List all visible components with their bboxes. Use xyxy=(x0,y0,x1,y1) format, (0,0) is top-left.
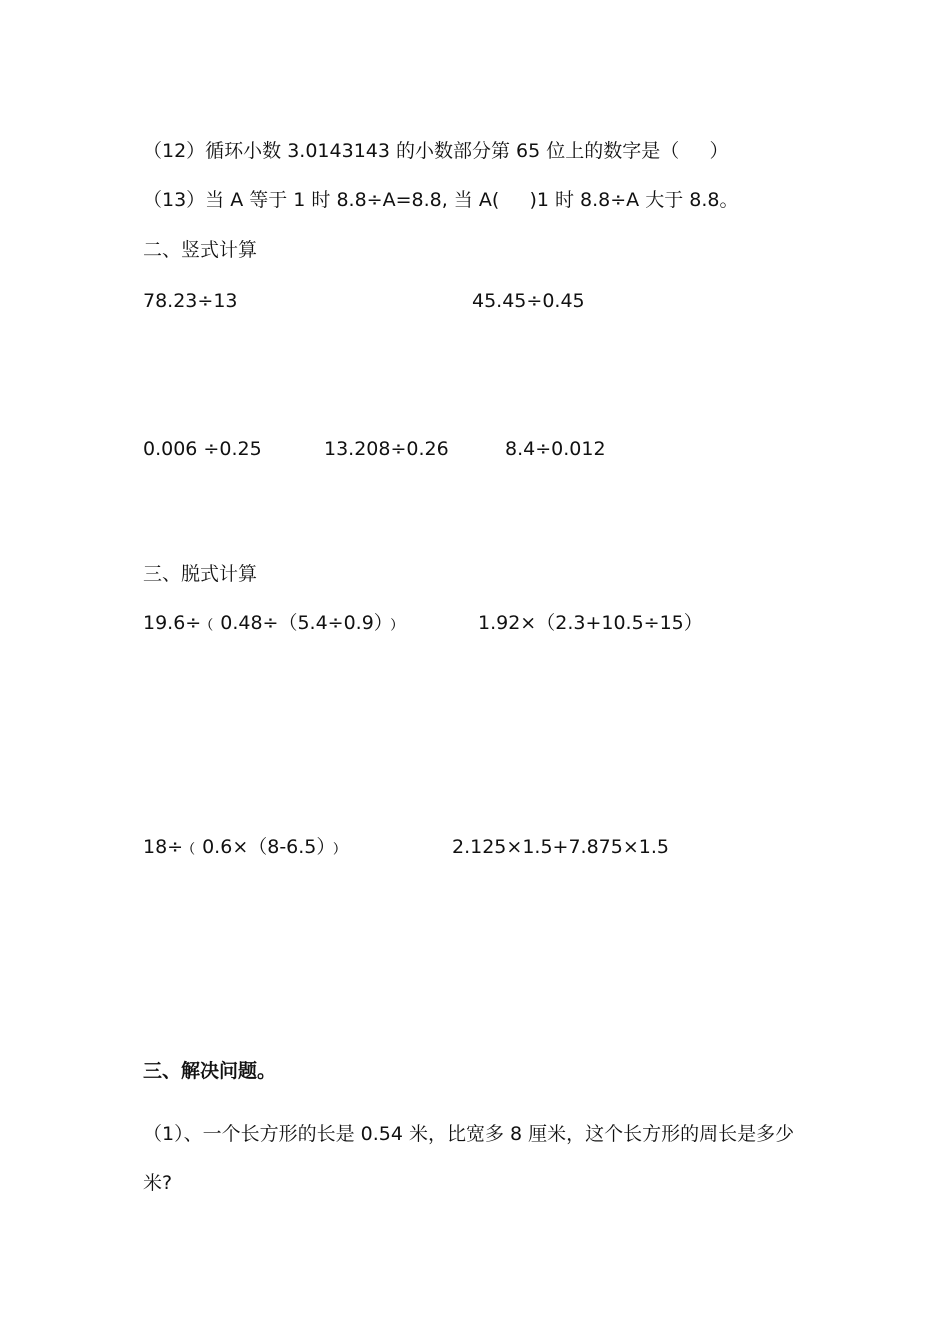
problem-1-line-1: （1）、一个长方形的长是 0.54 米，比宽多 8 厘米，这个长方形的周长是多少 xyxy=(143,1123,795,1145)
vertical-calc-item: 0.006 ÷0.25 xyxy=(143,438,262,460)
stepwise-calc-heading: 三、脱式计算 xyxy=(143,563,258,585)
stepwise-calc-item: 2.125×1.5+7.875×1.5 xyxy=(452,836,669,858)
question-13: （13）当 A 等于 1 时 8.8÷A=8.8, 当 A( )1 时 8.8÷A 大于 8.8。 xyxy=(143,189,739,211)
stepwise-calc-item: 1.92×（2.3+10.5÷15） xyxy=(478,612,703,634)
vertical-calc-item: 8.4÷0.012 xyxy=(505,438,606,460)
stepwise-calc-item: 18÷﹙0.6×（8-6.5）﹚ xyxy=(143,836,345,858)
vertical-calc-item: 45.45÷0.45 xyxy=(472,290,585,312)
vertical-calc-heading: 二、竖式计算 xyxy=(143,239,258,261)
question-12: （12）循环小数 3.0143143 的小数部分第 65 位上的数字是（ ） xyxy=(143,140,729,162)
problems-heading: 三、解决问题。 xyxy=(143,1060,277,1082)
stepwise-calc-item: 19.6÷﹙0.48÷（5.4÷0.9）﹚ xyxy=(143,612,403,634)
vertical-calc-item: 13.208÷0.26 xyxy=(324,438,449,460)
problem-1-line-2: 米? xyxy=(143,1172,173,1194)
vertical-calc-item: 78.23÷13 xyxy=(143,290,238,312)
